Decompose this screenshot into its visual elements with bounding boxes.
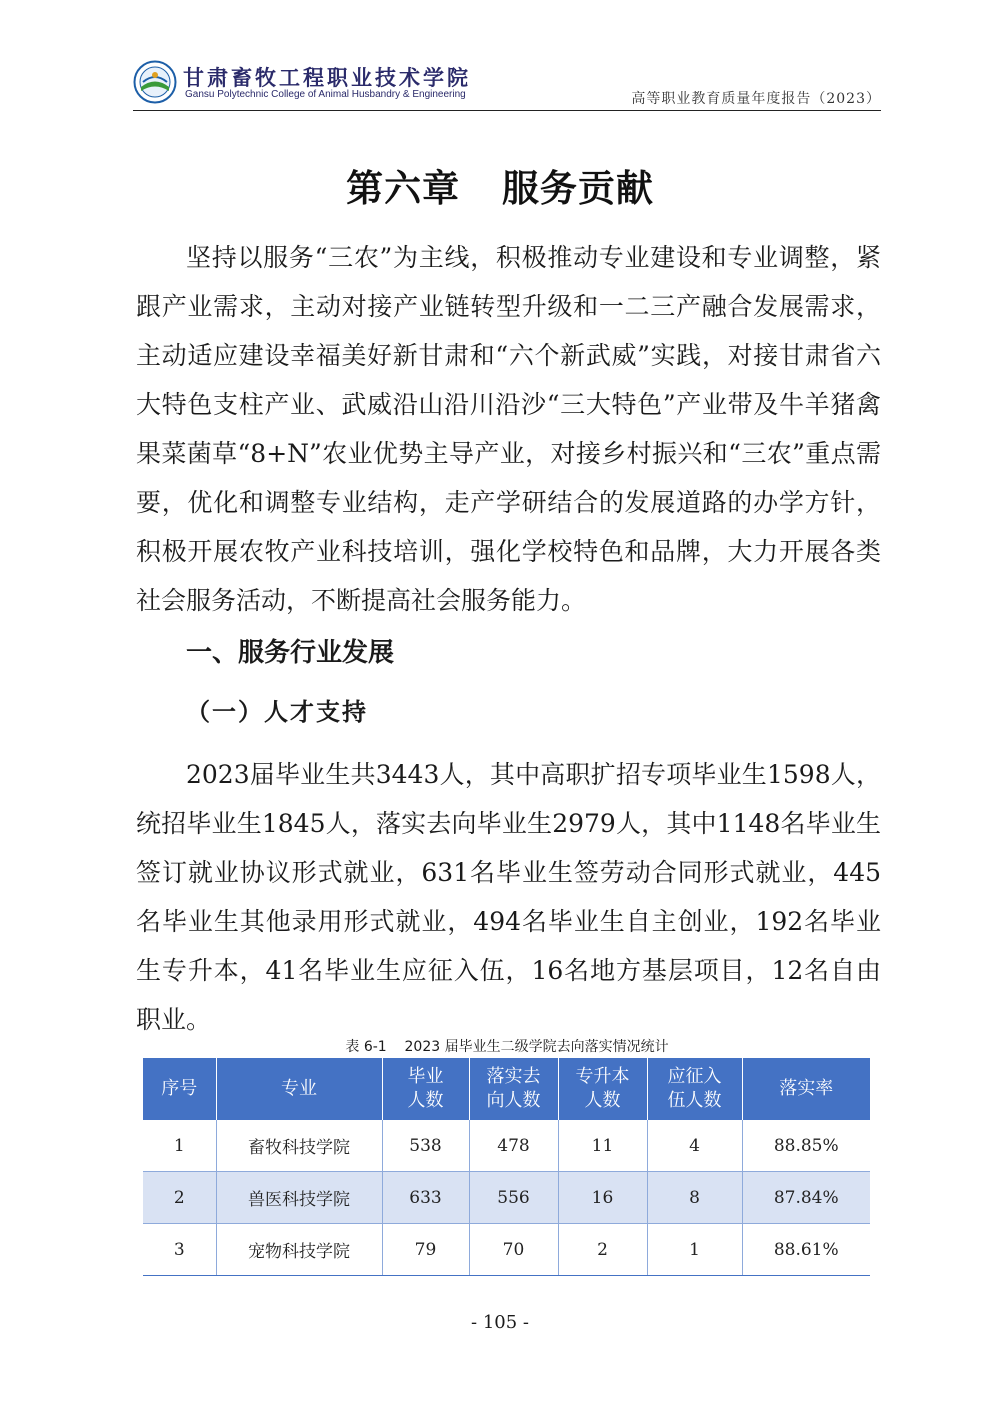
header-line: 落实去 bbox=[486, 1066, 541, 1087]
table-cell: 79 bbox=[382, 1224, 469, 1276]
page-number: - 105 - bbox=[471, 1312, 529, 1333]
table-header-cell bbox=[558, 1058, 647, 1120]
table-cell: 70 bbox=[469, 1224, 558, 1276]
table-cell: 畜牧科技学院 bbox=[216, 1120, 382, 1172]
chapter-title: 第六章 服务贡献 bbox=[346, 167, 654, 210]
table-cell: 2 bbox=[143, 1172, 216, 1224]
table-cell: 2 bbox=[558, 1224, 647, 1276]
table-cell: 兽医科技学院 bbox=[216, 1172, 382, 1224]
table-cell: 16 bbox=[558, 1172, 647, 1224]
table-header-cell: 序号 bbox=[143, 1058, 216, 1120]
subsection-heading: （一）人才支持 bbox=[186, 698, 368, 726]
table-cell: 8 bbox=[647, 1172, 742, 1224]
table-cell: 宠物科技学院 bbox=[216, 1224, 382, 1276]
header-line: 向人数 bbox=[486, 1090, 541, 1111]
page-header bbox=[133, 58, 881, 110]
header-line: 人数 bbox=[407, 1090, 444, 1111]
table-row bbox=[143, 1224, 870, 1276]
school-name-en: Gansu Polytechnic College of Animal Husbandry & Engineering bbox=[185, 89, 466, 100]
header-divider bbox=[133, 110, 881, 111]
table-cell: 1 bbox=[143, 1120, 216, 1172]
header-line: 专升本 bbox=[575, 1066, 630, 1087]
table-row bbox=[143, 1120, 870, 1172]
header-line: 应征入 bbox=[667, 1066, 722, 1087]
intro-paragraph: 坚持以服务“三农”为主线，积极推动专业建设和专业调整，紧跟产业需求，主动对接产业链转型升级和一二三产融合发展需求，主动适应建设幸福美好新甘肃和“六个新武威”实践，对接甘肃省六大特色支柱产业、武威沿山沿川沿沙“三大特色”产业带及牛羊猪禽果菜菌草“8+N”农业优势主导产业，对接乡村振兴和“三农”重点需要，优化和调整专业结构，走产学研结合的发展道路的办学方针，积极开展农牧产业科技培训，强化学校特色和品牌，大力开展各类社会服务活动，不断提高社会服务能力。 bbox=[136, 243, 881, 615]
table-cell: 633 bbox=[382, 1172, 469, 1224]
table-cell: 87.84% bbox=[742, 1172, 870, 1224]
table-header-cell bbox=[647, 1058, 742, 1120]
table-cell: 3 bbox=[143, 1224, 216, 1276]
header-line: 人数 bbox=[584, 1090, 621, 1111]
placement-table bbox=[143, 1058, 870, 1276]
header-line: 伍人数 bbox=[667, 1090, 722, 1111]
table-cell: 1 bbox=[647, 1224, 742, 1276]
table-header-cell bbox=[469, 1058, 558, 1120]
table-header-cell: 专业 bbox=[216, 1058, 382, 1120]
school-logo-icon bbox=[133, 60, 177, 104]
table-cell: 11 bbox=[558, 1120, 647, 1172]
section-heading: 一、服务行业发展 bbox=[186, 638, 395, 668]
table-cell: 538 bbox=[382, 1120, 469, 1172]
table-header-cell bbox=[382, 1058, 469, 1120]
table-header-cell: 落实率 bbox=[742, 1058, 870, 1120]
table-caption: 表 6-1 2023 届毕业生二级学院去向落实情况统计 bbox=[345, 1039, 669, 1055]
header-line: 毕业 bbox=[407, 1066, 444, 1087]
school-name-cn: 甘肃畜牧工程职业技术学院 bbox=[183, 65, 471, 90]
table-cell: 88.61% bbox=[742, 1224, 870, 1276]
table-row bbox=[143, 1172, 870, 1224]
table-cell: 556 bbox=[469, 1172, 558, 1224]
report-title: 高等职业教育质量年度报告（2023） bbox=[631, 91, 881, 107]
table-cell: 478 bbox=[469, 1120, 558, 1172]
table-cell: 4 bbox=[647, 1120, 742, 1172]
table-header-row bbox=[143, 1058, 870, 1120]
table-cell: 88.85% bbox=[742, 1120, 870, 1172]
graduates-paragraph: 2023届毕业生共3443人，其中高职扩招专项毕业生1598人，统招毕业生1845人，落实去向毕业生2979人，其中1148名毕业生签订就业协议形式就业，631名毕业生签劳动合同形式就业，445名毕业生其他录用形式就业，494名毕业生自主创业，192名毕业生专升本，41名毕业生应征入伍，16名地方基层项目，12名自由职业。 bbox=[136, 760, 881, 1034]
